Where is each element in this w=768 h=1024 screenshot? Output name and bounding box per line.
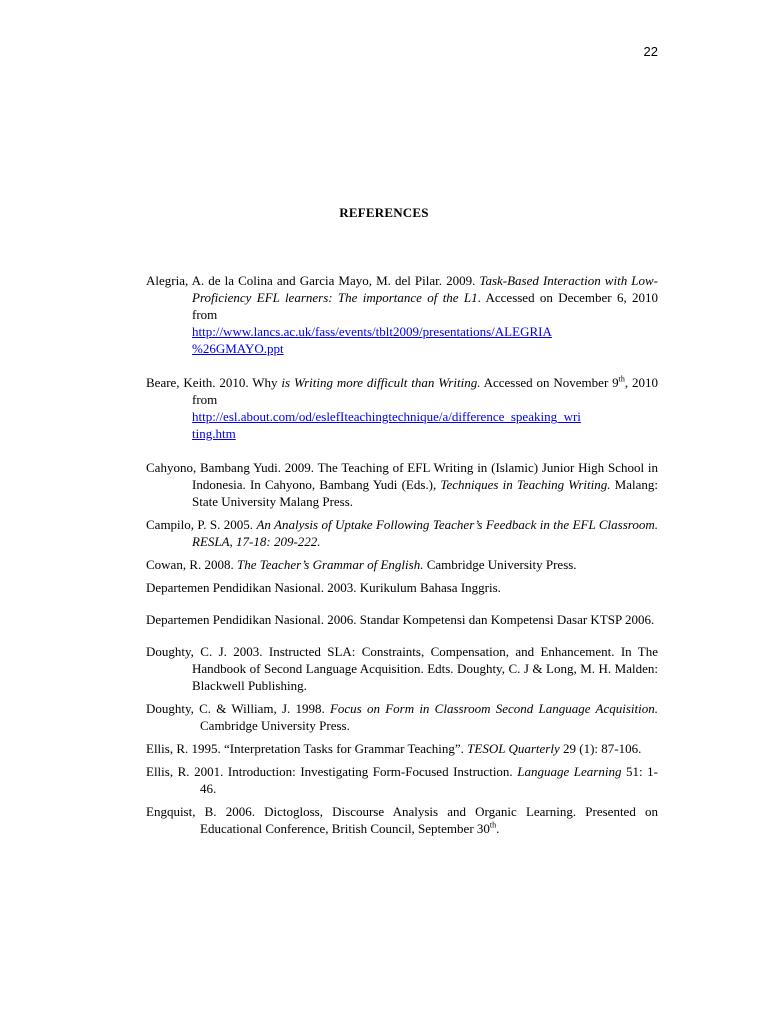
reference-link-beare[interactable]: http://esl.about.com/od/eslefIteachingtechnique/a/difference_speaking_wri bbox=[192, 409, 581, 424]
references-heading: REFERENCES bbox=[339, 205, 429, 220]
reference-entry-doughty-1998: Doughty, C. & William, J. 1998. Focus on Form in Classroom Second Language Acquisition. Cambridge University Press. bbox=[146, 701, 658, 733]
reference-entry-engquist: Engquist, B. 2006. Dictogloss, Discourse Analysis and Organic Learning. Presented on Educational Conference, British Council, September 30th. bbox=[146, 804, 658, 836]
page-number: 22 bbox=[643, 44, 658, 59]
reference-entry-doughty-2003: Doughty, C. J. 2003. Instructed SLA: Constraints, Compensation, and Enhancement. In The Handbook of Second Language Acquisition. Edts. Doughty, C. J & Long, M. H. Malden: Blackwell Publishing. bbox=[146, 644, 658, 693]
reference-link-beare-cont[interactable]: ting.htm bbox=[192, 426, 236, 441]
reference-entry-depdiknas-2006: Departemen Pendidikan Nasional. 2006. Standar Kompetensi dan Kompetensi Dasar KTSP 2006. bbox=[146, 612, 655, 627]
reference-entry-depdiknas-2003: Departemen Pendidikan Nasional. 2003. Kurikulum Bahasa Inggris. bbox=[146, 580, 501, 595]
reference-link-alegria-cont[interactable]: %26GMAYO.ppt bbox=[192, 341, 284, 356]
reference-entry-cahyono: Cahyono, Bambang Yudi. 2009. The Teaching of EFL Writing in (Islamic) Junior High School in Indonesia. In Cahyono, Bambang Yudi (Eds.), Techniques in Teaching Writing. Malang: State University Malang Press. bbox=[146, 460, 658, 509]
reference-entry-ellis-2001: Ellis, R. 2001. Introduction: Investigating Form-Focused Instruction. Language Learning 51: 1-46. bbox=[146, 764, 658, 796]
reference-entry-ellis-1995: Ellis, R. 1995. “Interpretation Tasks for Grammar Teaching”. TESOL Quarterly 29 (1): 87-106. bbox=[146, 741, 642, 756]
reference-entry-campilo: Campilo, P. S. 2005. An Analysis of Uptake Following Teacher’s Feedback in the EFL Classroom. RESLA, 17-18: 209-222. bbox=[146, 517, 658, 549]
reference-list bbox=[146, 272, 658, 837]
reference-entry-beare: Beare, Keith. 2010. Why is Writing more difficult than Writing. Accessed on November 9th, 2010 from http://esl.about.com/od/eslefIteachingtechnique/a/difference_speaking_wri ting.htm bbox=[146, 374, 658, 441]
reference-entry-cowan: Cowan, R. 2008. The Teacher’s Grammar of English. Cambridge University Press. bbox=[146, 557, 577, 572]
reference-entry-alegria: Alegria, A. de la Colina and Garcia Mayo, M. del Pilar. 2009. Task-Based Interaction with Low-Proficiency EFL learners: The importance of the L1. Accessed on December 6, 2010 from http://www.lancs.ac.uk/fass/events/tblt2009/presentations/ALEGRIA %26GMAYO.ppt bbox=[146, 273, 659, 356]
reference-link-alegria[interactable]: http://www.lancs.ac.uk/fass/events/tblt2009/presentations/ALEGRIA bbox=[192, 324, 552, 339]
